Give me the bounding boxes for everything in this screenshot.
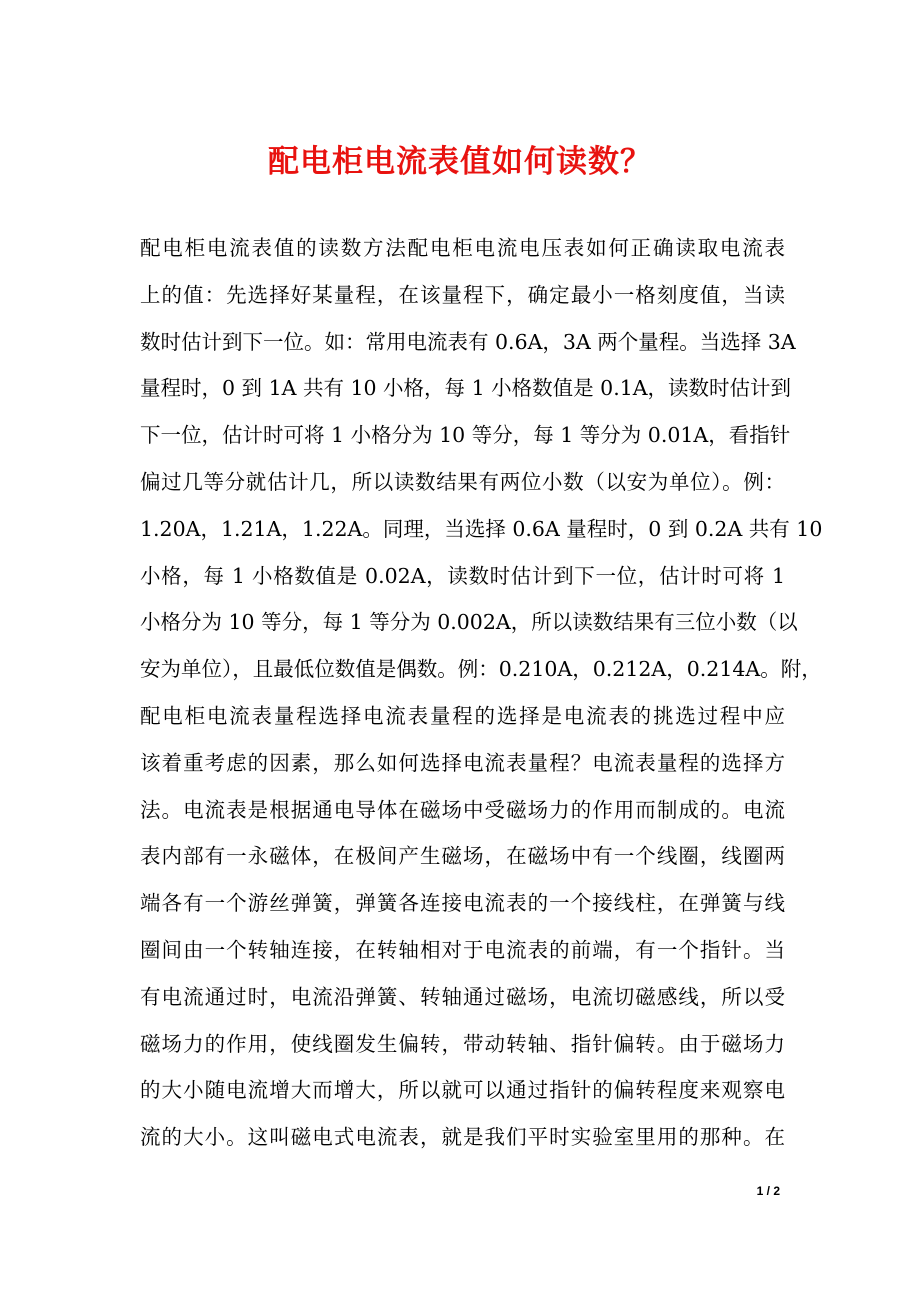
text-line: 量程时，0 到 1A 共有 10 小格，每 1 小格数值是 0.1A，读数时估计到 bbox=[140, 376, 792, 401]
text-line: 配电柜电流表值的读数方法配电柜电流电压表如何正确读取电流表 bbox=[140, 236, 785, 260]
text-line: 表内部有一永磁体，在极间产生磁场，在磁场中有一个线圈，线圈两 bbox=[140, 844, 785, 869]
text-line: 磁场力的作用，使线圈发生偏转，带动转轴、指针偏转。由于磁场力 bbox=[140, 1031, 785, 1056]
text-line: 端各有一个游丝弹簧，弹簧各连接电流表的一个接线柱，在弹簧与线 bbox=[140, 891, 785, 916]
text-line: 该着重考虑的因素，那么如何选择电流表量程？电流表量程的选择方 bbox=[140, 750, 785, 775]
text-line: 1.20A，1.21A，1.22A。同理，当选择 0.6A 量程时，0 到 0.2A 共有 10 bbox=[140, 516, 823, 541]
text-line: 的大小随电流增大而增大，所以就可以通过指针的偏转程度来观察电 bbox=[140, 1078, 785, 1103]
body-text bbox=[140, 225, 823, 1161]
text-line: 流的大小。这叫磁电式电流表，就是我们平时实验室里用的那种。在 bbox=[140, 1125, 785, 1150]
text-line: 安为单位），且最低位数值是偶数。例：0.210A，0.212A，0.214A。附， bbox=[140, 657, 822, 682]
text-line: 上的值：先选择好某量程，在该量程下，确定最小一格刻度值，当读 bbox=[140, 282, 785, 307]
text-line: 小格分为 10 等分，每 1 等分为 0.002A，所以读数结果有三位小数（以 bbox=[140, 610, 798, 635]
text-line: 有电流通过时，电流沿弹簧、转轴通过磁场，电流切磁感线，所以受 bbox=[140, 984, 785, 1009]
page-number: 1 / 2 bbox=[756, 1184, 780, 1198]
document-title: 配电柜电流表值如何读数？ bbox=[268, 144, 652, 180]
text-line: 圈间由一个转轴连接，在转轴相对于电流表的前端，有一个指针。当 bbox=[140, 937, 785, 962]
text-line: 小格，每 1 小格数值是 0.02A，读数时估计到下一位，估计时可将 1 bbox=[140, 563, 785, 588]
text-line: 配电柜电流表量程选择电流表量程的选择是电流表的挑选过程中应 bbox=[140, 703, 785, 728]
text-line: 数时估计到下一位。如：常用电流表有 0.6A，3A 两个量程。当选择 3A bbox=[140, 329, 796, 354]
text-line: 法。电流表是根据通电导体在磁场中受磁场力的作用而制成的。电流 bbox=[140, 797, 785, 822]
text-line: 偏过几等分就估计几，所以读数结果有两位小数（以安为单位）。例： bbox=[140, 469, 785, 494]
text-line: 下一位，估计时可将 1 小格分为 10 等分，每 1 等分为 0.01A，看指针 bbox=[140, 423, 791, 448]
